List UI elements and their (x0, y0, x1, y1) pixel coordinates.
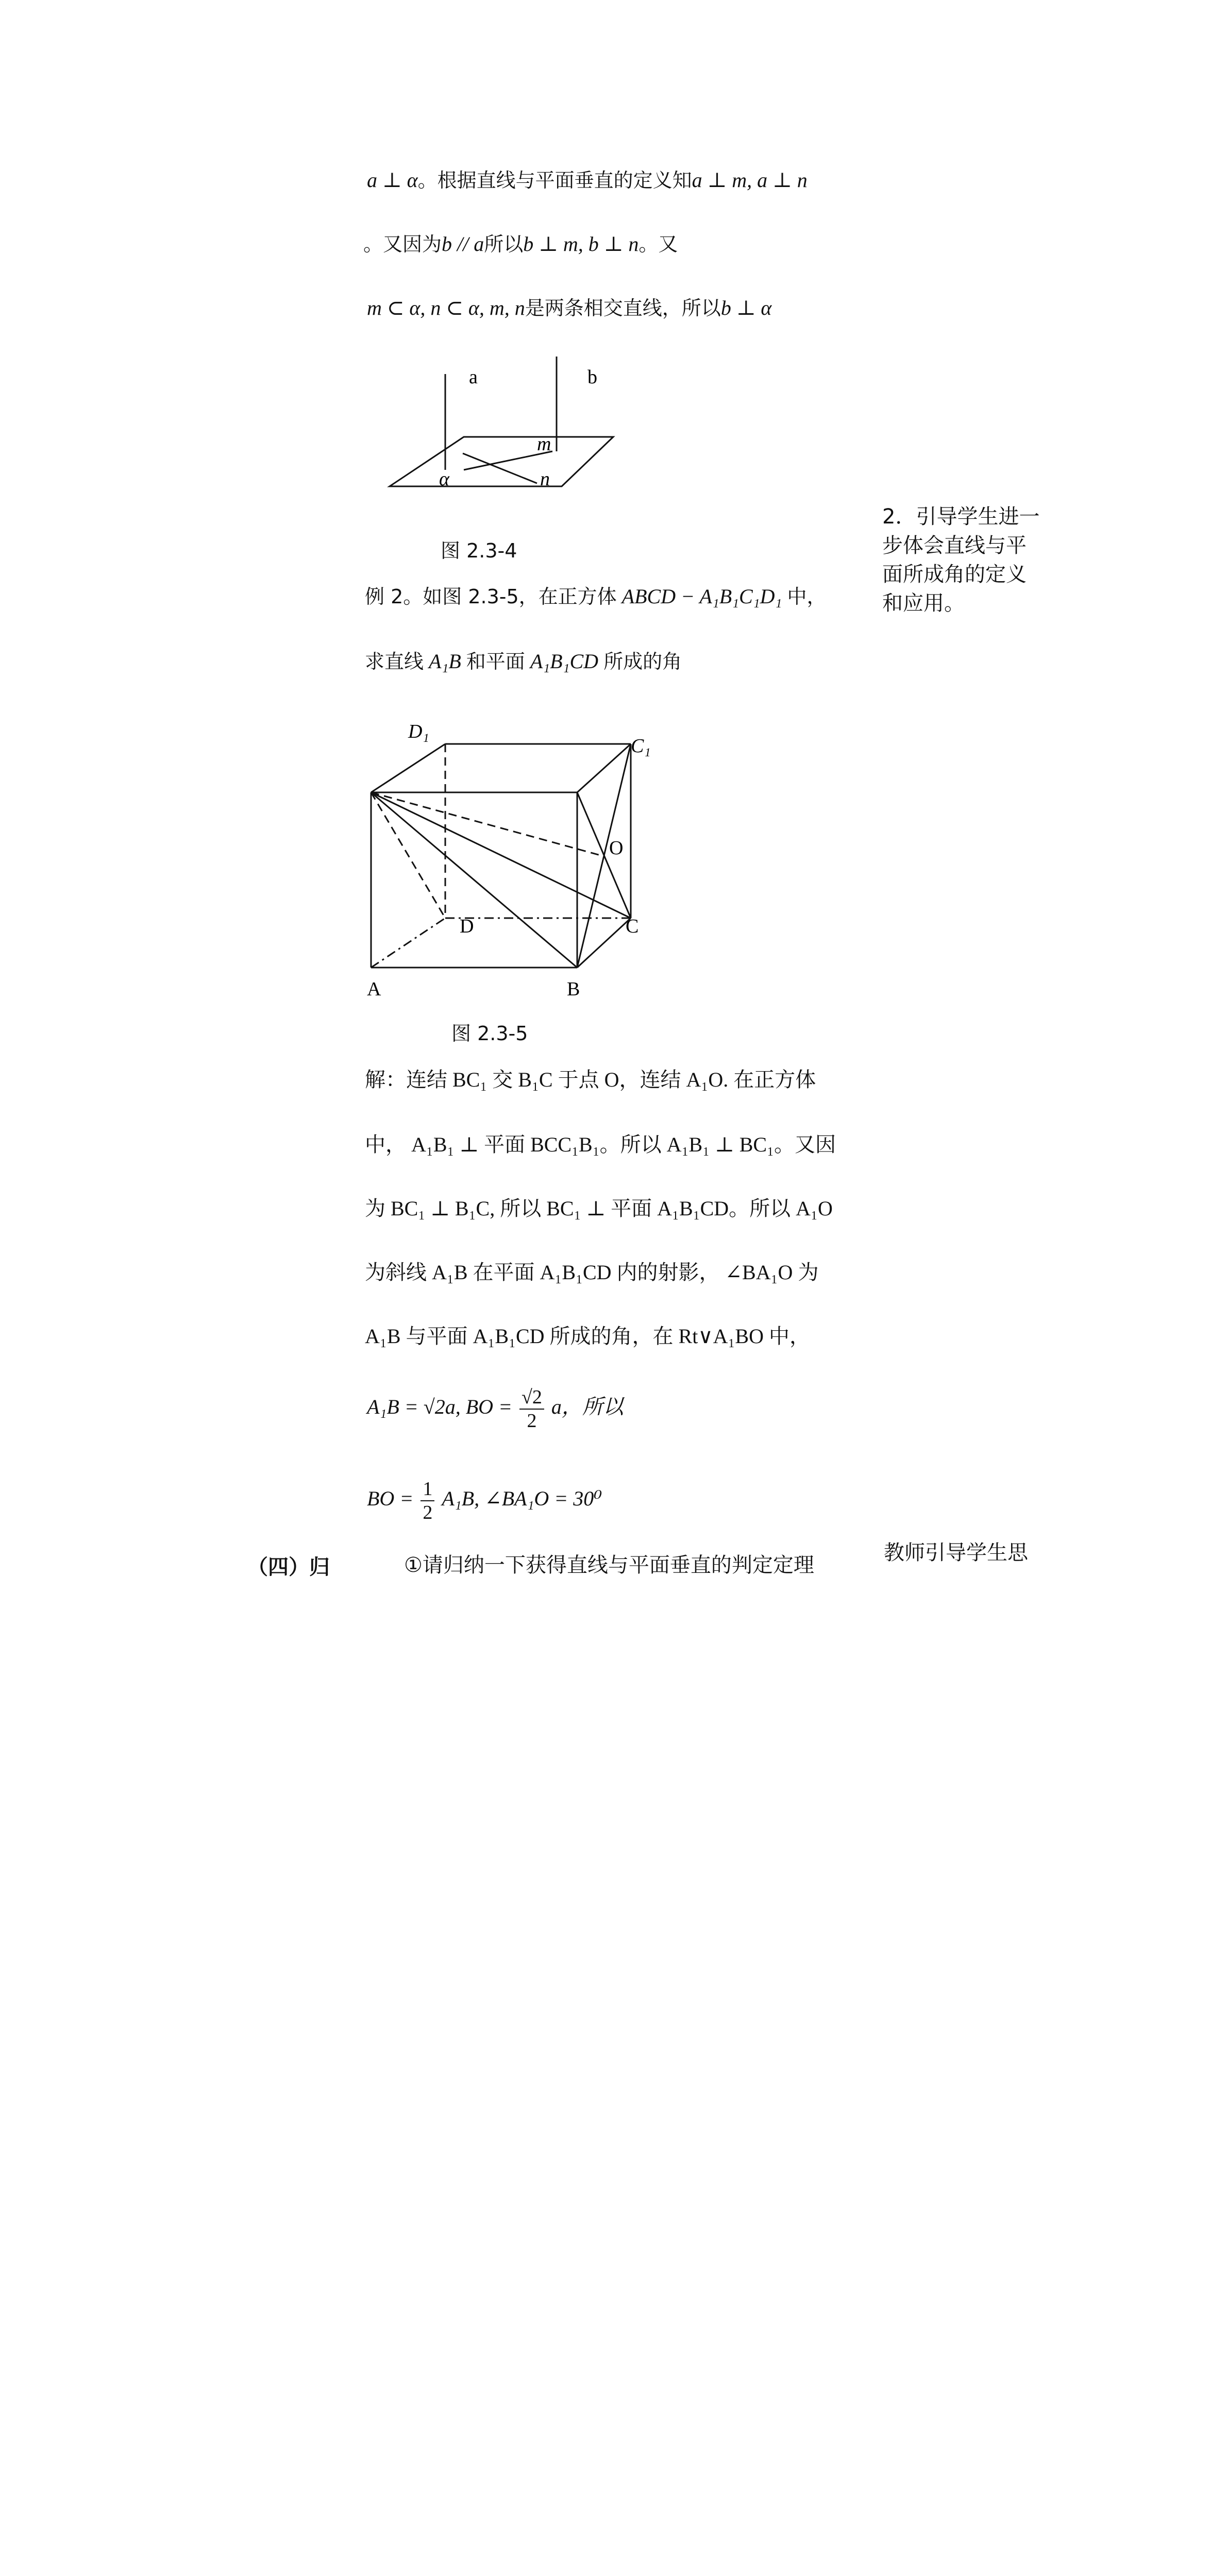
segment-a1-c (371, 792, 631, 918)
expr-a1b1cd: A₁B₁CD (530, 650, 599, 673)
text-intersecting: 是两条相交直线，所以 (525, 297, 721, 319)
figure-2-3-5 (361, 716, 670, 1010)
example-zhong: 中， (787, 585, 827, 608)
teaching-note: 2．引导学生进一步体会直线与平面所成角的定义和应用。 (882, 505, 1040, 615)
text-line-2 (363, 231, 678, 258)
edge-a1-d1 (371, 744, 445, 792)
solution-line-2: 中， A₁B₁ ⊥ 平面 BCC₁B₁。所以 A₁B₁ ⊥ BC₁。又因 (365, 1133, 836, 1156)
table-border-top (0, 0, 879, 2)
text-and-plane: 和平面 (466, 650, 525, 673)
label-a-vertex: A (367, 978, 381, 1000)
text-so: 所以 (484, 233, 524, 256)
text-line-1 (367, 167, 808, 194)
expr-bo: BO = (367, 1487, 414, 1511)
label-b-vertex: B (567, 978, 580, 1000)
label-b: b (587, 366, 597, 388)
text-definition: 。根据直线与平面垂直的定义知 (417, 169, 692, 192)
figure-2-3-4-caption: 图 2.3-4 (441, 539, 517, 562)
expr-a-perp-alpha: a ⊥ α (367, 168, 418, 192)
label-d1: D₁ (408, 721, 429, 742)
solution-line-5: A₁B 与平面 A₁B₁CD 所成的角，在 Rt∨A₁BO 中， (365, 1325, 811, 1348)
expr-b-perp-alpha: b ⊥ α (720, 296, 772, 319)
example-line-1 (365, 583, 826, 610)
edge-b1-c1 (577, 744, 631, 792)
label-c: C (626, 916, 639, 937)
table-border-right (0, 1439, 2, 2576)
expr-angle-30: A₁B, ∠BA₁O = 30⁰ (442, 1487, 602, 1511)
solution-line-3: 为 BC₁ ⊥ B₁C, 所以 BC₁ ⊥ 平面 A₁B₁CD。所以 A₁O (365, 1197, 833, 1220)
edge-b-c (577, 918, 631, 968)
summary-question: ①请归纳一下获得直线与平面垂直的判定定理 (404, 1553, 814, 1577)
solution-line-7 (367, 1478, 602, 1524)
solution-line-1: 解：连结 BC₁ 交 B₁C 于点 O，连结 A₁O. 在正方体 (365, 1068, 816, 1091)
label-m: m (537, 433, 551, 455)
label-alpha: α (439, 468, 449, 490)
text-angle: 所成的角 (603, 650, 682, 673)
label-d: D (460, 916, 474, 937)
text-find-line: 求直线 (365, 650, 424, 673)
expr-a1b: A₁B (429, 650, 461, 673)
hidden-edge-a-d (371, 918, 445, 968)
expr-b-perp-m-n: b ⊥ m, b ⊥ n (523, 232, 639, 256)
label-n: n (540, 468, 550, 490)
expr-b-parallel-a: b // a (442, 232, 484, 256)
fraction-numerator: 1 (421, 1478, 434, 1501)
segment-a1-b (371, 792, 577, 968)
hidden-segment-a1-o (371, 792, 604, 856)
expr-a-suo-yi: a，所以 (551, 1395, 624, 1419)
solution-line-4: 为斜线 A₁B 在平面 A₁B₁CD 内的射影， ∠BA₁O 为 (365, 1261, 819, 1284)
fraction-sqrt2-over-2 (519, 1386, 544, 1432)
expr-a1b-bo: A₁B = √2a, BO = (367, 1395, 513, 1419)
figure-2-3-4 (381, 350, 629, 500)
label-c1: C₁ (631, 735, 651, 757)
teacher-guide-note: 教师引导学生思 (884, 1541, 1028, 1565)
solution-line-6 (367, 1386, 624, 1432)
expr-a-perp-m-n: a ⊥ m, a ⊥ n (692, 168, 808, 192)
label-o: O (609, 837, 624, 859)
hidden-segment-a1-d (371, 792, 445, 918)
table-border-left (0, 2, 2, 1439)
fraction-numerator: √2 (519, 1386, 544, 1410)
text-line-3 (367, 295, 771, 321)
label-a: a (469, 366, 478, 388)
expr-cube-name: ABCD − A₁B₁C₁D₁ (621, 585, 782, 608)
section-heading: （四）归 (247, 1555, 330, 1579)
fraction-denominator: 2 (527, 1410, 537, 1432)
example-intro: 例 2。如图 2.3-5，在正方体 (365, 585, 617, 608)
fraction-denominator: 2 (423, 1502, 433, 1523)
expr-m-n-subset-alpha: m ⊂ α, n ⊂ α, m, n (367, 296, 525, 319)
text-again: 。又 (638, 233, 678, 256)
fraction-one-half (421, 1478, 434, 1524)
example-line-2 (365, 648, 682, 675)
text-because: 。又因为 (363, 233, 442, 256)
figure-2-3-5-caption: 图 2.3-5 (451, 1022, 528, 1045)
